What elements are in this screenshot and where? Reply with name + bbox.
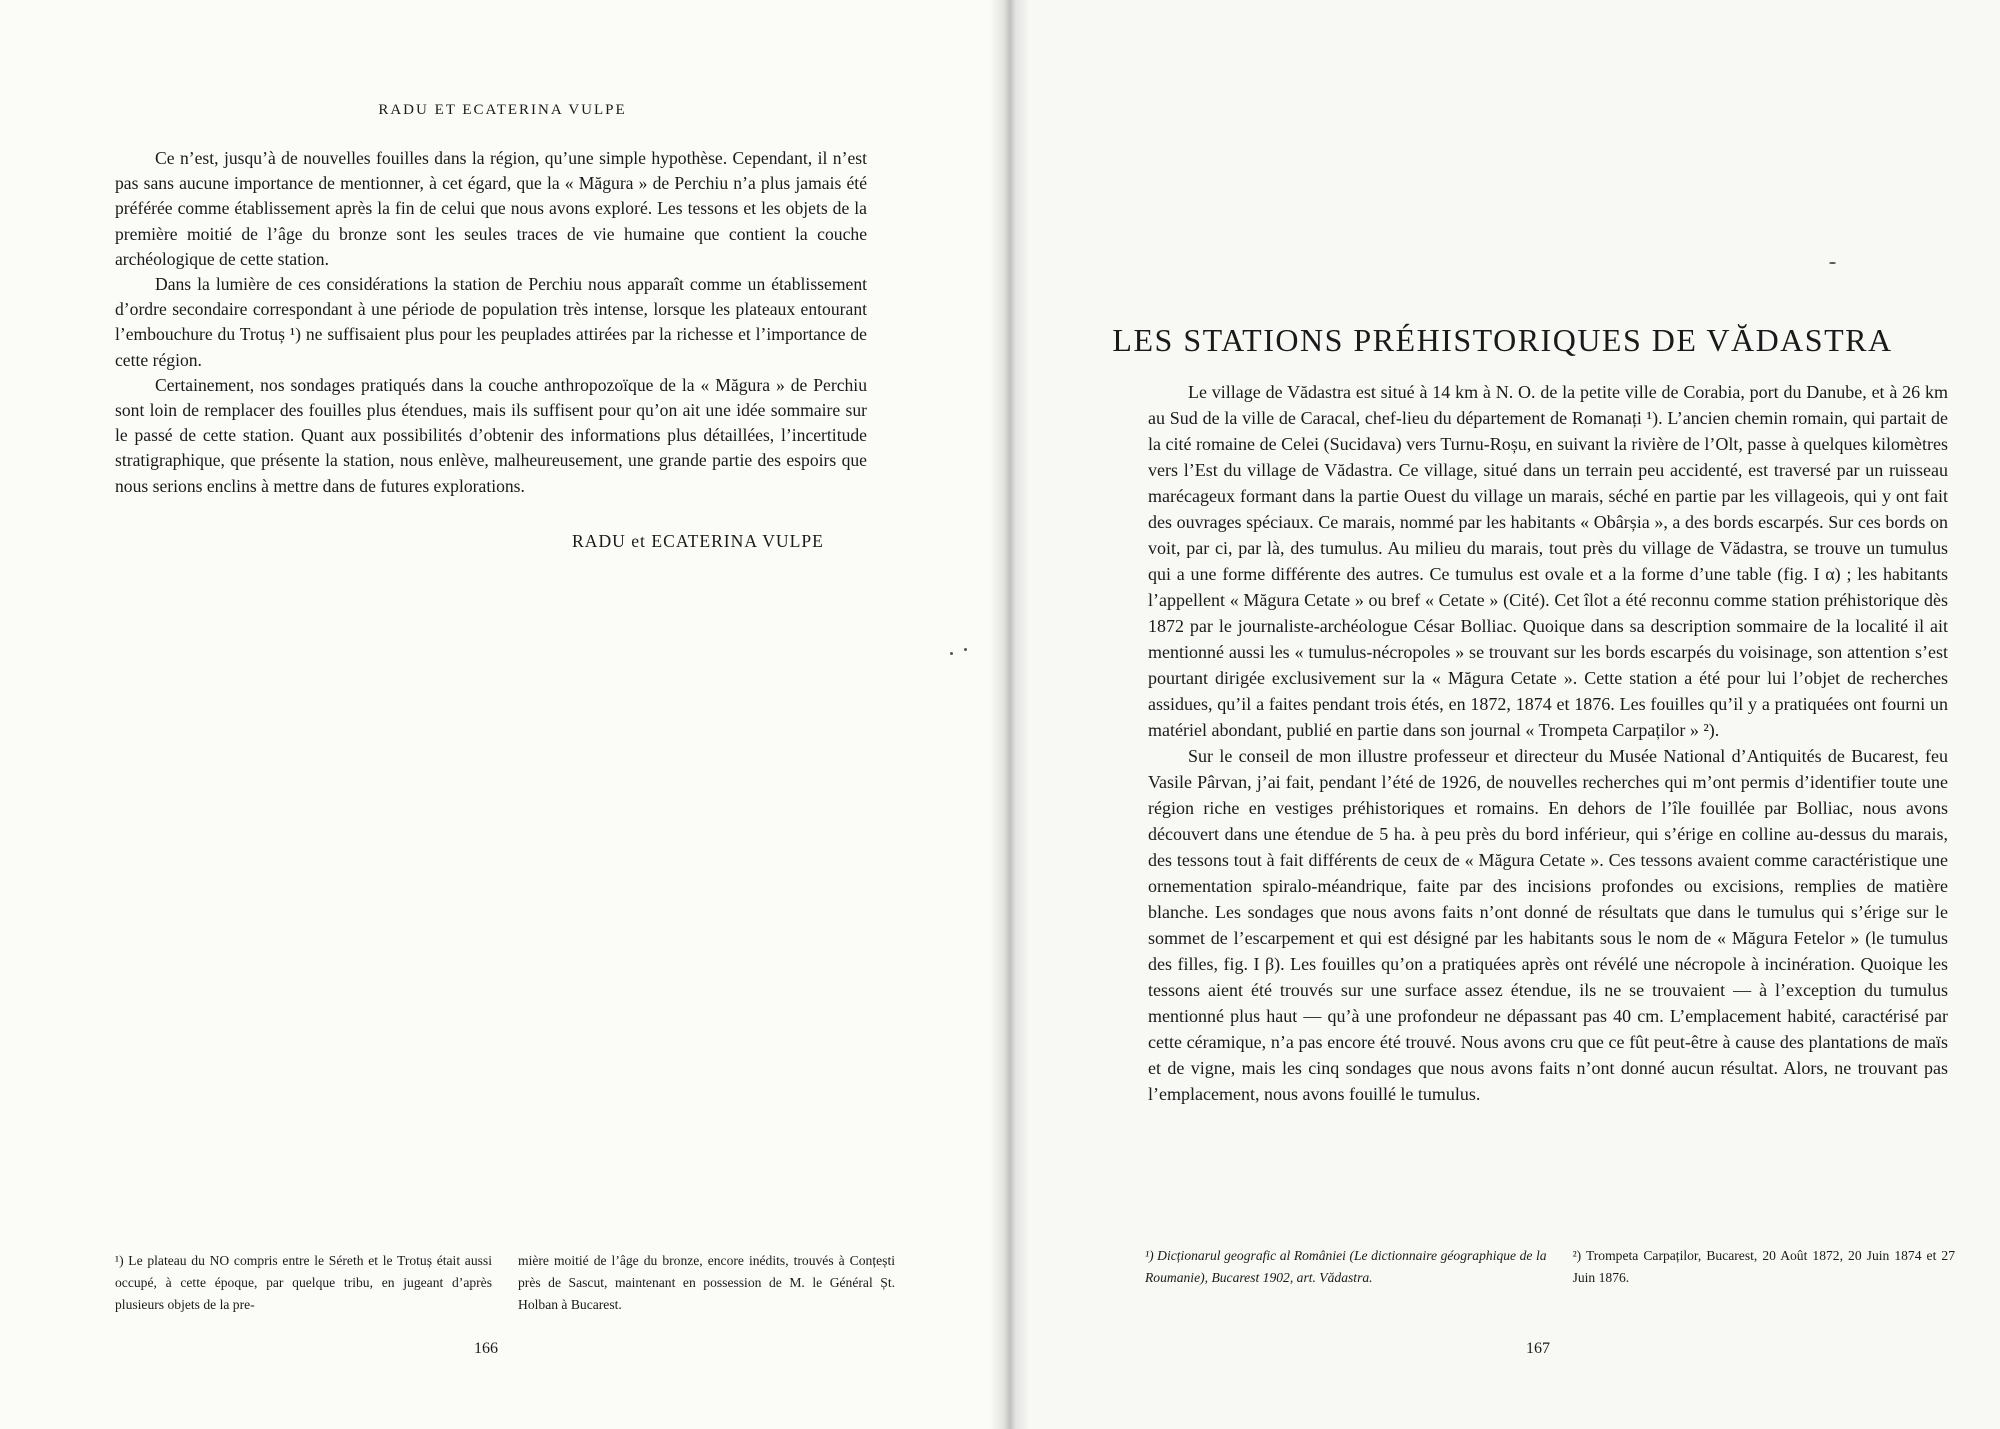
print-speck	[1829, 262, 1836, 264]
right-body-text	[1148, 379, 1948, 1107]
paragraph: Sur le conseil de mon illustre professeur et directeur du Musée National d’Antiquités de Bucarest, feu Vasile Pârvan, j’ai fait, pendant l’été de 1926, de nouvelles recherches qui m’ont permis d’identifier toute une région riche en vestiges préhistoriques et romains. En dehors de l’île fouillée par Bolliac, nous avons découvert dans une étendue de 5 ha. à peu près du bord inférieur, qui s’érige en colline au-dessus du marais, des tessons tout à fait différents de ceux de « Măgura Cetate ». Ces tessons avaient comme caractéristique une ornementation spiralo-méandrique, faite par des incisions profondes ou excisions, remplies de matière blanche. Les sondages que nous avons faits n’ont donné de résultats que dans le tumulus qui s’érige sur le sommet de l’escarpement et qui est désigné par les habitants sous le nom de « Măgura Fetelor » (le tumulus des filles, fig. I β). Les fouilles qu’on a pratiquées après ont révélé une nécropole à incinération. Quoique les tessons aient été trouvés sur une surface assez étendue, ils ne se trouvaient — à l’exception du tumulus mentionné plus haut — qu’à une profondeur ne dépassant pas 40 cm. L’emplacement habité, caractérisé par cette céramique, n’a pas encore été trouvé. Nous avons cru que ce fût peut-être à cause des plantations de maïs et de vigne, mais les cinq sondages que nous avons faits n’ont donné aucun résultat. Alors, ne trouvant pas l’emplacement, nous avons fouillé le tumulus.	[1148, 746, 1948, 1104]
paragraph: Ce n’est, jusqu’à de nouvelles fouilles dans la région, qu’une simple hypothèse. Cependant, il n’est pas sans aucune importance de mentionner, à cet égard, que la « Măgura » de Perchiu n’a plus jamais été préférée comme établissement après la fin de celui que nous avons exploré. Les tessons et les objets de la première moitié de l’âge du bronze sont les seules traces de vie humaine que contient la couche archéologique de cette station.	[115, 148, 867, 269]
page-number: 167	[1526, 1340, 1550, 1357]
footnotes	[115, 1250, 895, 1316]
paragraph: Le village de Vădastra est situé à 14 km à N. O. de la petite ville de Corabia, port du Danube, et à 26 km au Sud de la ville de Caracal, chef-lieu du département de Romanați ¹). L’ancien chemin romain, qui partait de la cité romaine de Celei (Sucidava) vers Turnu-Roșu, en suivant la rivière de l’Olt, passe à quelques kilomètres vers l’Est du village de Vădastra. Ce village, situé dans un terrain peu accidenté, est traversé par un ruisseau marécageux formant dans la partie Ouest du village un marais, séché en partie par les villageois, qui y ont fait des ouvrages spéciaux. Ce marais, nommé par les habitants « Obârșia », a des bords escarpés. Sur ces bords on voit, par ci, par là, des tumulus. Au milieu du marais, tout près du village de Vădastra, se trouve un tumulus qui a une forme différente des autres. Ce tumulus est ovale et a la forme d’une table (fig. I α) ; les habitants l’appellent « Măgura Cetate » ou bref « Cetate » (Cité). Cet îlot a été reconnu comme station préhistorique dès 1872 par le journaliste-archéologue César Bolliac. Quoique dans sa description sommaire de la localité il ait mentionné aussi les « tumulus-nécropoles » se trouvant sur les bords escarpés du voisinage, son attention s’est pourtant dirigée exclusivement sur la « Măgura Cetate ». Cette station a été pour lui l’objet de recherches assidues, qu’il a faites pendant trois étés, en 1872, 1874 et 1876. Les fouilles qu’il y a pratiquées ont fourni un matériel abondant, publié en partie dans son journal « Trompeta Carpaților » ²).	[1148, 382, 1948, 740]
footnote-continuation: mière moitié de l’âge du bronze, encore inédits, trouvés à Conțești près de Sascut, maintenant en possession de M. le Général Șt. Holban à Bucarest.	[518, 1253, 895, 1312]
footnote: ²) Trompeta Carpaților, Bucarest, 20 Août 1872, 20 Juin 1874 et 27 Juin 1876.	[1572, 1248, 1955, 1285]
article-title: LES STATIONS PRÉHISTORIQUES DE VĂDASTRA	[1112, 322, 1893, 358]
footnote: ¹) Le plateau du NO compris entre le Séreth et le Trotuș était aussi occupé, à cette époque, par quelque tribu, en jugeant d’après plusieurs objets de la pre-	[115, 1253, 492, 1312]
paragraph: Dans la lumière de ces considérations la station de Perchiu nous apparaît comme un établissement d’ordre secondaire correspondant à une période de population très intense, lorsque les plateaux entourant l’embouchure du Trotuș ¹) ne suffisaient plus pour les peuplades attirées par la richesse et l’importance de cette région.	[115, 274, 867, 370]
left-body-text	[115, 146, 867, 499]
print-speck	[964, 648, 967, 651]
paragraph: Certainement, nos sondages pratiqués dans la couche anthropozoïque de la « Măgura » de Perchiu sont loin de remplacer des fouilles plus étendues, mais ils suffisent pour qu’on ait une idée sommaire sur le passé de cette station. Quant aux possibilités d’obtenir des informations plus détaillées, l’incertitude stratigraphique, que présente la station, nous enlève, malheureusement, une grande partie des espoirs que nous serions enclins à mettre dans de futures explorations.	[115, 374, 867, 496]
footnotes	[1145, 1245, 1955, 1289]
print-speck	[950, 652, 953, 655]
author-signature: RADU et ECATERINA VULPE	[572, 531, 824, 551]
page-number: 166	[474, 1340, 498, 1357]
running-head: RADU ET ECATERINA VULPE	[378, 102, 627, 118]
right-page	[1005, 0, 2000, 1429]
footnote: ¹) Dicționarul geografic al României (Le dictionnaire géographique de la Roumanie), Bucarest 1902, art. Vădastra.	[1145, 1248, 1547, 1285]
